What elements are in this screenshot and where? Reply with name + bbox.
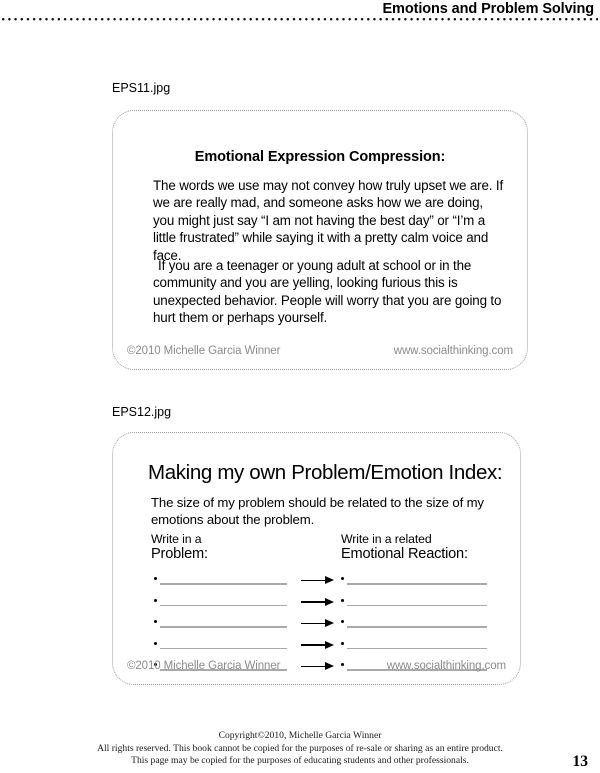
bullet-icon (341, 642, 344, 645)
write-line (160, 648, 287, 650)
write-line (347, 583, 487, 585)
arrow-shaft (301, 580, 327, 582)
bullet-icon (154, 577, 157, 580)
page-header-title: Emotions and Problem Solving (382, 1, 594, 17)
write-line (160, 605, 287, 607)
eps12-copyright-text: ©2010 Michelle Garcia Winner (127, 660, 281, 672)
arrow-head (325, 576, 334, 584)
page-copyright-line-1: Copyright©2010, Michelle Garcia Winner (218, 730, 382, 741)
eps11-paragraph-2: If you are a teenager or young adult at school or in the community and you are yelling, looking furious this is unexpected behavior. People will worry that you are going to hurt them or perhaps yourself. (153, 258, 502, 326)
bullet-icon (341, 577, 344, 580)
eps11-slide-footer (113, 345, 527, 361)
write-line (347, 605, 487, 607)
figure-label-eps12: EPS12.jpg (112, 405, 172, 419)
eps12-website-text: www.socialthinking.com (386, 660, 506, 672)
arrow-shaft (301, 623, 327, 625)
page-copyright-block (0, 730, 600, 768)
eps11-website-text: www.socialthinking.com (393, 345, 513, 357)
arrow-shaft (301, 644, 327, 646)
page-header (0, 0, 600, 22)
arrow-right-icon (301, 619, 335, 628)
figure-eps12-slide (112, 432, 521, 685)
page-copyright-line-2: All rights reserved. This book cannot be copied for the purposes of re-sale or sharing as an entire product. (97, 742, 503, 754)
arrow-head (325, 619, 334, 627)
arrow-right-icon (301, 641, 335, 650)
arrow-head (325, 598, 334, 606)
column-header-reaction-line2: Emotional Reaction: (341, 545, 468, 562)
page-copyright-line-3: This page may be copied for the purposes of educating students and other professionals. (131, 755, 469, 767)
column-header-problem-line2: Problem: (151, 545, 208, 562)
entry-row (113, 614, 520, 636)
page-number: 13 (572, 753, 588, 770)
entry-row (113, 593, 520, 615)
entry-row (113, 571, 520, 593)
eps11-heading: Emotional Expression Compression: (194, 149, 446, 165)
write-line (160, 626, 287, 628)
column-header-reaction-line1: Write in a related (341, 532, 432, 546)
write-line (347, 626, 487, 628)
bullet-icon (341, 599, 344, 602)
arrow-shaft (301, 601, 327, 603)
arrow-right-icon (301, 598, 335, 607)
eps12-subtitle: The size of my problem should be related to the size of my emotions about the problem. (151, 495, 484, 527)
bullet-icon (154, 620, 157, 623)
column-header-problem (151, 532, 208, 561)
figure-label-eps11: EPS11.jpg (112, 81, 171, 95)
header-dotted-rule (2, 18, 598, 21)
eps12-slide-footer (113, 660, 520, 676)
bullet-icon (341, 620, 344, 623)
eps11-copyright-text: ©2010 Michelle Garcia Winner (127, 345, 281, 357)
eps12-title: Making my own Problem/Emotion Index: (148, 461, 503, 484)
eps11-paragraph-1: The words we use may not convey how truly upset we are. If we are really mad, and someone asks how we are doing, you might just say “I am not having the best day” or “I’m a little frustrated” while saying it with a pretty calm voice and face. (153, 178, 504, 263)
figure-eps11-slide (112, 110, 528, 370)
arrow-head (325, 641, 334, 649)
write-line (347, 648, 487, 650)
column-header-problem-line1: Write in a (151, 532, 202, 546)
bullet-icon (154, 599, 157, 602)
column-header-emotional-reaction (341, 532, 468, 561)
bullet-icon (154, 642, 157, 645)
entry-row (113, 636, 520, 658)
arrow-right-icon (301, 576, 335, 585)
write-line (160, 583, 287, 585)
